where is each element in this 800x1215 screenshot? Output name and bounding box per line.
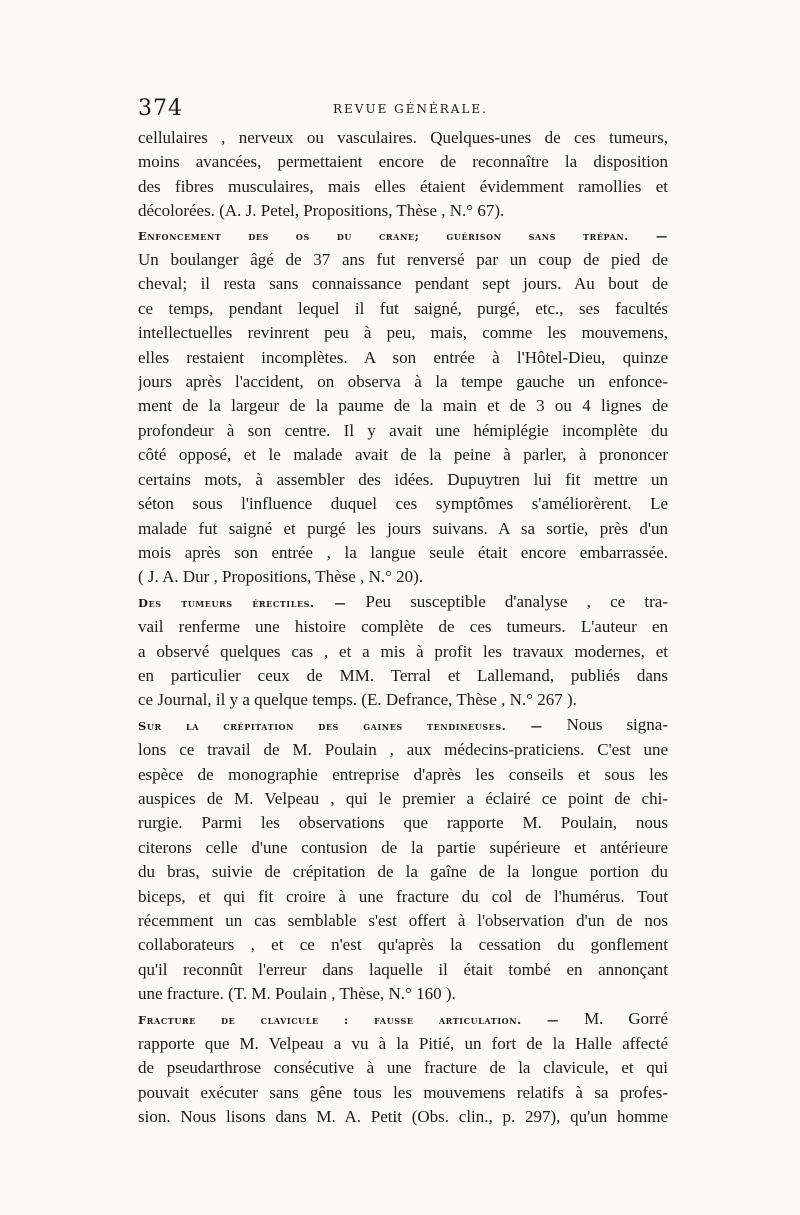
running-title: REVUE GÉNÉRALE.	[333, 102, 488, 116]
text-line: séton sous l'influence duquel ces symptômes s'améliorèrent. Le	[138, 494, 668, 514]
page-number: 374	[138, 96, 183, 121]
paragraph-skull-fracture	[138, 224, 668, 590]
body-text	[138, 126, 668, 1130]
paragraph-clavicle-fracture	[138, 1007, 668, 1130]
text-line: ce temps, pendant lequel il fut saigné, purgé, etc., ses facultés	[138, 298, 668, 318]
text-line: moins avancées, permettaient encore de reconnaître la disposition	[138, 152, 668, 172]
text-line: elles restaient incomplètes. A son entrée à l'Hôtel-Dieu, quinze	[138, 347, 668, 367]
heading-line-rest: M. Gorré	[584, 1008, 668, 1028]
text-line: qu'il reconnût l'erreur dans laquelle il était tombé en annonçant	[138, 959, 668, 979]
paragraph-erectile-tumors	[138, 590, 668, 713]
section-heading: Sur la crépitation des gaines tendineuses. —	[138, 718, 543, 733]
heading-line-rest: Nous signa-	[566, 714, 668, 734]
text-line: sion. Nous lisons dans M. A. Petit (Obs. clin., p. 297), qu'un homme	[138, 1107, 668, 1127]
text-line: côté opposé, et le malade avait de la peine à parler, à prononcer	[138, 445, 668, 465]
text-line: ce Journal, il y a quelque temps. (E. Defrance, Thèse , N.° 267 ).	[138, 690, 577, 710]
text-line	[138, 713, 668, 738]
text-line: intellectuelles revinrent peu à peu, mais, comme les mouvemens,	[138, 323, 668, 343]
running-header	[138, 96, 668, 124]
text-line: pouvait exécuter sans gêne tous les mouvemens relatifs à sa profes-	[138, 1082, 668, 1102]
heading-line-rest: Peu susceptible d'analyse , ce tra-	[365, 591, 668, 611]
text-line: ( J. A. Dur , Propositions, Thèse , N.° 20).	[138, 567, 424, 587]
text-line: décolorées. (A. J. Petel, Propositions, Thèse , N.° 67).	[138, 201, 505, 221]
text-line: vail renferme une histoire complète de ces tumeurs. L'auteur en	[138, 617, 668, 637]
text-line	[138, 1007, 668, 1032]
text-line: du bras, suivie de crépitation de la gaîne de la longue portion du	[138, 862, 668, 882]
document-page	[138, 96, 668, 1130]
text-line: mois après son entrée , la langue seule était encore embarrassée.	[138, 542, 668, 562]
text-line: malade fut saigné et purgé les jours suivans. A sa sortie, près d'un	[138, 518, 668, 538]
text-line: de pseudarthrose consécutive à une fracture de la clavicule, et qui	[138, 1058, 668, 1078]
text-line: récemment un cas semblable s'est offert à l'observation d'un de nos	[138, 911, 668, 930]
text-line: une fracture. (T. M. Poulain , Thèse, N.° 160 ).	[138, 984, 456, 1004]
section-heading: Enfoncement des os du crane; guérison sans trépan. —	[138, 228, 668, 243]
text-line: rurgie. Parmi les observations que rapporte M. Poulain, nous	[138, 813, 668, 833]
text-line: des fibres musculaires, mais elles étaient évidemment ramollies et	[138, 176, 668, 196]
text-line: a observé quelques cas , et a mis à profit les travaux modernes, et	[138, 641, 668, 661]
text-line: Un boulanger âgé de 37 ans fut renversé par un coup de pied de	[138, 250, 668, 270]
text-line: cheval; il resta sans connaissance pendant sept jours. Au bout de	[138, 274, 668, 294]
text-line: profondeur à son centre. Il y avait une hémiplégie incomplète du	[138, 420, 668, 440]
text-line: biceps, et qui fit croire à une fracture du col de l'humérus. Tout	[138, 886, 668, 906]
text-line	[138, 590, 668, 615]
text-line: espèce de monographie entreprise d'après les conseils et sous les	[138, 764, 668, 784]
section-heading: Des tumeurs érectiles. —	[138, 595, 347, 610]
text-line: collaborateurs , et ce n'est qu'après la cessation du gonflement	[138, 935, 668, 955]
text-line: certains mots, à assembler des idées. Dupuytren lui fit mettre un	[138, 469, 668, 489]
paragraph-tendon-sheath-crepitation	[138, 713, 668, 1007]
text-line: en particulier ceux de MM. Terral et Lallemand, publiés dans	[138, 665, 668, 685]
text-line: auspices de M. Velpeau , qui le premier a éclairé ce point de chi-	[138, 788, 668, 808]
text-line: lons ce travail de M. Poulain , aux médecins-praticiens. C'est une	[138, 740, 668, 760]
text-line: rapporte que M. Velpeau a vu à la Pitié, un fort de la Halle affecté	[138, 1034, 668, 1054]
section-heading: Fracture de clavicule : fausse articulation. —	[138, 1012, 560, 1027]
text-line: cellulaires , nerveux ou vasculaires. Quelques-unes de ces tumeurs,	[138, 128, 668, 147]
text-line: jours après l'accident, on observa à la tempe gauche un enfonce-	[138, 372, 668, 392]
text-line: ment de la largeur de la paume de la main et de 3 ou 4 lignes de	[138, 396, 668, 416]
text-line: citerons celle d'une contusion de la partie supérieure et antérieure	[138, 837, 668, 857]
paragraph-continuation	[138, 126, 668, 224]
